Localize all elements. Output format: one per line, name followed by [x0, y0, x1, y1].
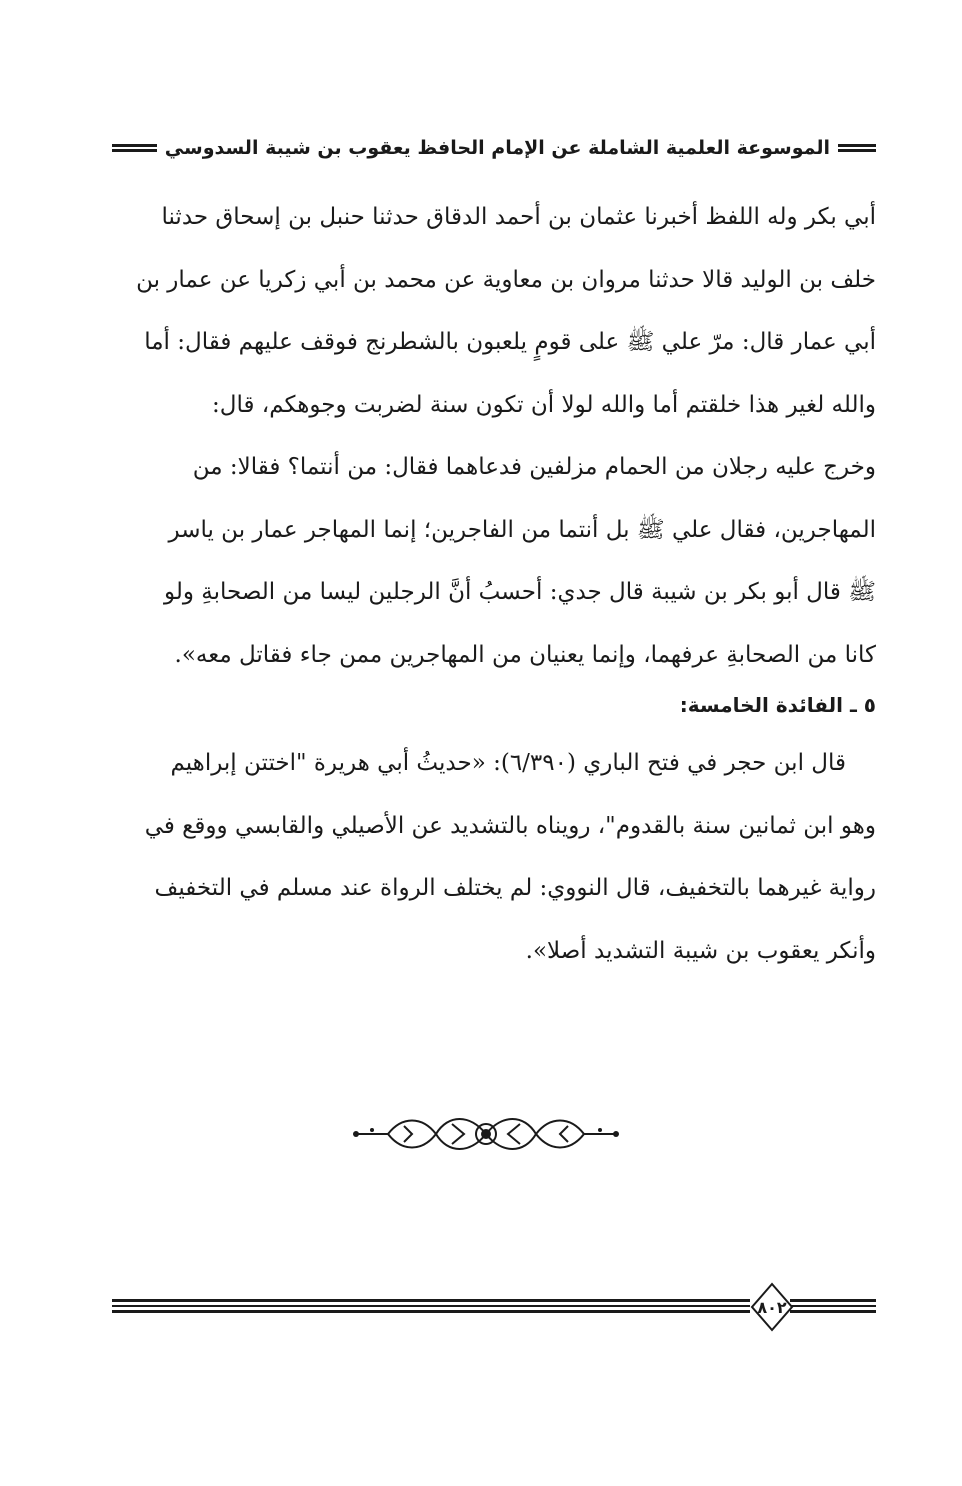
decorative-ornament-icon: [352, 1110, 620, 1158]
text-line: أبي عمار قال: مرّ علي ﷺ على قومٍ يلعبون بالشطرنج فوقف عليهم فقال: أما: [144, 329, 876, 355]
text-line: وأنكر يعقوب بن شيبة التشديد أصلا».: [525, 937, 876, 964]
text-line: خلف بن الوليد قالا حدثنا مروان بن معاوية عن محمد بن أبي زكريا عن عمار بن: [136, 266, 876, 293]
running-header: [112, 128, 876, 168]
text-line: كانا من الصحابةِ عرفهما، وإنما يعنيان من المهاجرين ممن جاء فقاتل معه».: [174, 641, 876, 668]
header-rule-left: [112, 144, 157, 152]
footer-rule-right: [790, 1299, 876, 1313]
text-line: قال ابن حجر في فتح الباري (٦/٣٩٠): «حديثُ أبي هريرة "اختتن إبراهيم: [170, 750, 846, 776]
text-line: وهو ابن ثمانين سنة بالقدوم"، رويناه بالتشديد عن الأصيلي والقابسي ووقع في: [144, 812, 876, 839]
text-line: المهاجرين، فقال علي ﷺ بل أنتما من الفاجرين؛ إنما المهاجر عمار بن ياسر: [168, 516, 876, 543]
paragraph-2: [116, 732, 876, 982]
header-rule-right: [838, 144, 876, 152]
text-line: والله لغير هذا خلقتم أما والله لولا أن تكون سنة لضربت وجوهكم، قال:: [212, 391, 876, 418]
text-line: وخرج عليه رجلان من الحمام مزلفين فدعاهما فقال: من أنتما؟ فقالا: من: [192, 454, 876, 480]
page-footer: [112, 1282, 876, 1332]
footer-rule-left: [112, 1299, 750, 1313]
section-heading: ٥ ـ الفائدة الخامسة:: [679, 693, 876, 717]
page-number: ٨٠٢: [757, 1297, 787, 1317]
text-line: رواية غيرهما بالتخفيف، قال النووي: لم يختلف الرواة عند مسلم في التخفيف: [154, 875, 876, 901]
text-line: ﷺ قال أبو بكر بن شيبة قال جدي: أحسبُ أنَّ الرجلين ليسا من الصحابةِ ولو: [163, 579, 876, 605]
header-title: الموسوعة العلمية الشاملة عن الإمام الحافظ يعقوب بن شيبة السدوسي: [164, 137, 830, 159]
paragraph-1: [116, 186, 876, 686]
text-line: أبي بكر وله اللفظ أخبرنا عثمان بن أحمد الدقاق حدثنا حنبل بن إسحاق حدثنا: [161, 204, 876, 230]
